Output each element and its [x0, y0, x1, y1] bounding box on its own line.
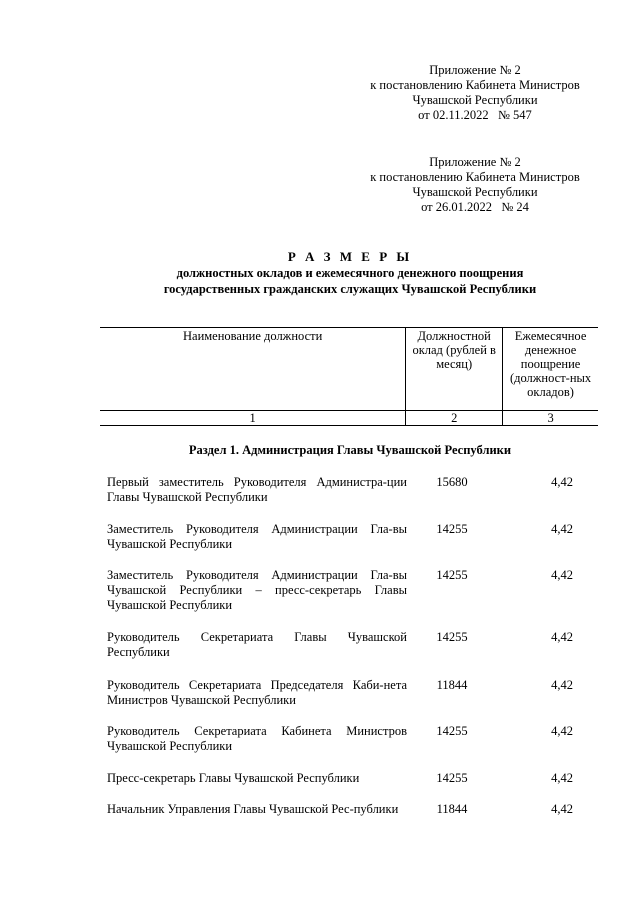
position-name: Руководитель Секретариата Председателя Каби-нета Министров Чувашской Республики: [107, 678, 407, 707]
bonus-value: 4,42: [551, 802, 573, 816]
salary-value: 14255: [436, 522, 468, 536]
position-name: Пресс-секретарь Главы Чувашской Республики: [107, 771, 360, 785]
appendix-1-line3: Чувашской Республики: [412, 93, 538, 107]
bonus-value: 4,42: [551, 568, 573, 582]
table-header: [100, 328, 598, 426]
column-number-3: 3: [503, 411, 598, 426]
position-name: Начальник Управления Главы Чувашской Рес-публики: [107, 802, 399, 816]
appendix-header-1: [350, 63, 600, 123]
appendix-2-line2: к постановлению Кабинета Министров: [370, 170, 580, 184]
title-line3: государственных гражданских служащих Чувашской Республики: [163, 282, 537, 296]
appendix-1-line4: от 02.11.2022 № 547: [418, 108, 532, 122]
column-number-2: 2: [406, 411, 503, 426]
appendix-2-line3: Чувашской Республики: [412, 185, 538, 199]
bonus-value: 4,42: [551, 475, 573, 489]
appendix-2-line4: от 26.01.2022 № 24: [421, 200, 529, 214]
bonus-value: 4,42: [551, 630, 573, 644]
appendix-2-line1: Приложение № 2: [429, 155, 521, 169]
title-line2: должностных окладов и ежемесячного денежного поощрения: [176, 266, 524, 280]
column-header-bonus: Ежемесячное денежное поощрение (должност-ных окладов): [503, 328, 598, 411]
appendix-1-line2: к постановлению Кабинета Министров: [370, 78, 580, 92]
bonus-value: 4,42: [551, 522, 573, 536]
bonus-value: 4,42: [551, 678, 573, 692]
column-header-salary: Должностной оклад (рублей в месяц): [406, 328, 503, 411]
column-header-position: Наименование должности: [100, 328, 406, 411]
salary-value: 14255: [436, 771, 468, 785]
position-name: Первый заместитель Руководителя Администра-ции Главы Чувашской Республики: [107, 475, 407, 504]
position-name: Руководитель Секретариата Главы Чувашской Республики: [107, 630, 407, 659]
bonus-value: 4,42: [551, 724, 573, 738]
salary-value: 14255: [436, 568, 468, 582]
position-name: Заместитель Руководителя Администрации Гла-вы Чувашской Республики: [107, 522, 407, 551]
salary-value: 14255: [436, 630, 468, 644]
appendix-1-line1: Приложение № 2: [429, 63, 521, 77]
document-title: [80, 249, 620, 297]
section-title: Раздел 1. Администрация Главы Чувашской Республики: [188, 443, 512, 457]
bonus-value: 4,42: [551, 771, 573, 785]
title-main: Р А З М Е Р Ы: [287, 249, 413, 264]
appendix-header-2: [350, 155, 600, 215]
salary-value: 11844: [436, 678, 468, 692]
column-number-1: 1: [100, 411, 406, 426]
position-name: Заместитель Руководителя Администрации Гла-вы Чувашской Республики – пресс-секретарь Главы Чувашской Республики: [107, 568, 407, 612]
salary-value: 15680: [436, 475, 468, 489]
position-name: Руководитель Секретариата Кабинета Министров Чувашской Республики: [107, 724, 407, 753]
salary-value: 11844: [436, 802, 468, 816]
salary-value: 14255: [436, 724, 468, 738]
